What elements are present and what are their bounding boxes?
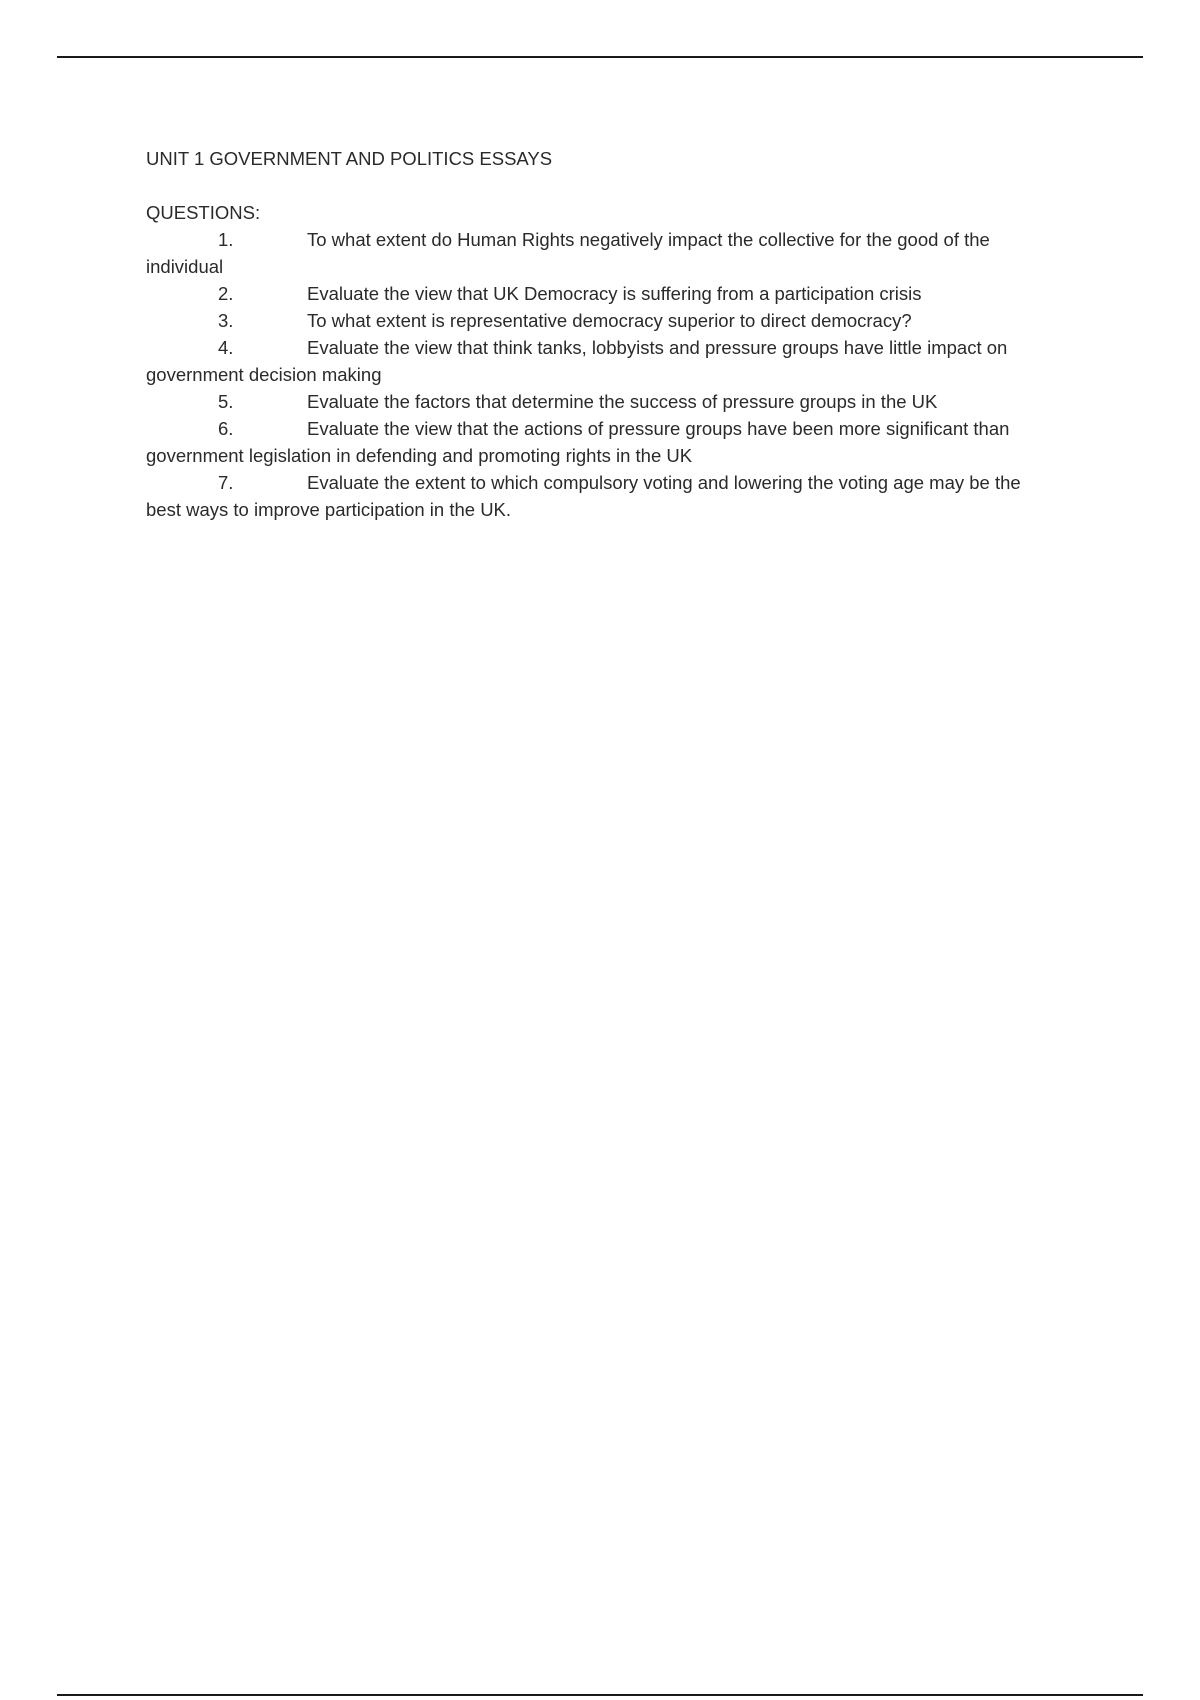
question-number: 2.	[218, 283, 234, 304]
top-divider	[57, 56, 1143, 58]
question-text: Evaluate the view that the actions of pressure groups have been more significant than government legislation in defending and promoting rights in the UK	[146, 418, 1010, 466]
question-item	[146, 415, 1056, 469]
question-item	[146, 226, 1056, 280]
questions-heading: QUESTIONS:	[146, 202, 261, 223]
question-item	[146, 334, 1056, 388]
question-number: 1.	[218, 229, 234, 250]
question-number: 3.	[218, 310, 234, 331]
question-text: Evaluate the factors that determine the success of pressure groups in the UK	[307, 391, 938, 412]
question-text: Evaluate the extent to which compulsory voting and lowering the voting age may be the best ways to improve participation in the UK.	[146, 472, 1021, 520]
question-text: Evaluate the view that UK Democracy is suffering from a participation crisis	[307, 283, 922, 304]
question-number: 6.	[218, 418, 234, 439]
document-title: UNIT 1 GOVERNMENT AND POLITICS ESSAYS	[146, 148, 553, 169]
question-list	[146, 226, 1056, 523]
question-number: 5.	[218, 391, 234, 412]
question-number: 4.	[218, 337, 234, 358]
question-text: To what extent is representative democracy superior to direct democracy?	[307, 310, 912, 331]
question-number: 7.	[218, 472, 234, 493]
bottom-divider	[57, 1694, 1143, 1696]
question-item	[146, 388, 1056, 415]
question-item	[146, 469, 1056, 523]
question-item	[146, 280, 1056, 307]
question-text: To what extent do Human Rights negatively impact the collective for the good of the individual	[146, 229, 990, 277]
document-body	[146, 145, 1056, 523]
question-item	[146, 307, 1056, 334]
question-text: Evaluate the view that think tanks, lobbyists and pressure groups have little impact on government decision making	[146, 337, 1008, 385]
